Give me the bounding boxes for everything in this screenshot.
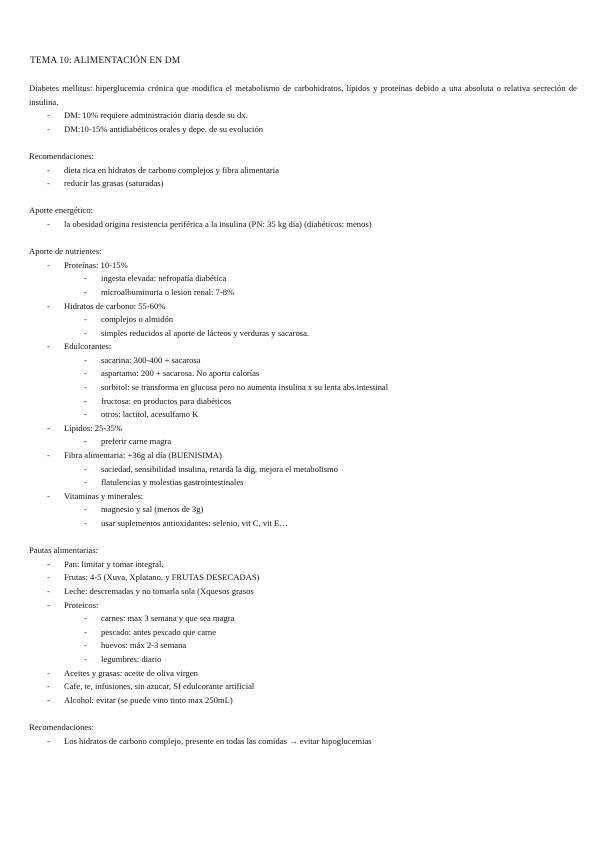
- list-item-text: Pan: limitar y tomar integral.: [64, 558, 164, 569]
- intro-paragraph: Diabetes mellitus: hiperglucemia crónica que modifica el metabolismo de carbohidratos, lípidos y proteínas debido a una absoluta o relativa secreción de insulina.: [29, 83, 577, 107]
- sub-list-item-text: pescado: antes pescado que carne: [101, 626, 217, 637]
- bullet-dash: -: [84, 273, 87, 284]
- section-heading-pautas: Pautas alimentarias:: [29, 545, 98, 556]
- bullet-dash: -: [47, 585, 50, 596]
- bullet-dash: -: [84, 382, 87, 393]
- list-item: [29, 571, 577, 585]
- section-heading-recomendaciones: Recomendaciones:: [29, 150, 94, 161]
- sub-list-item: [29, 367, 577, 381]
- sub-list-item: [29, 286, 577, 300]
- list-item-text: reducir las grasas (saturadas): [64, 178, 164, 189]
- list-item-text: Proteicos:: [64, 599, 99, 610]
- sub-list-item: [29, 653, 577, 667]
- bullet-dash: -: [47, 259, 50, 270]
- sub-list-item-text: saciedad, sensibilidad insulina, retarda la dig, mejora el metabolismo: [101, 463, 338, 474]
- sub-list-item: [29, 612, 577, 626]
- list-item-text: Lípidos: 25-35%: [64, 422, 123, 433]
- bullet-dash: -: [84, 354, 87, 365]
- sub-list-item-text: huevos: máx 2-3 semana: [101, 640, 187, 651]
- list-item-text: dieta rica en hidratos de carbono complejos y fibra alimentaria: [64, 164, 279, 175]
- sub-list-item-text: magnesio y sal (menos de 3g): [101, 504, 204, 515]
- bullet-dash: -: [84, 314, 87, 325]
- list-item: [29, 259, 577, 273]
- bullet-dash: -: [47, 599, 50, 610]
- bullet-dash: -: [47, 123, 50, 134]
- bullet-dash: -: [47, 558, 50, 569]
- sub-list-item-text: flatulencias y molestias gastrointestinales: [101, 477, 244, 488]
- sub-list-item-text: sacarina: 300-400 + sacarosa: [101, 354, 201, 365]
- bullet-dash: -: [47, 422, 50, 433]
- list-item: [29, 449, 577, 463]
- sub-list-item-text: complejos o almidón: [101, 314, 174, 325]
- bullet-dash: -: [47, 341, 50, 352]
- bullet-dash: -: [47, 164, 50, 175]
- sub-list-item-text: otros: lactitol, acesulfamo K: [101, 409, 199, 420]
- list-item: [29, 177, 577, 191]
- sub-list-item: [29, 381, 577, 395]
- list-item: [29, 109, 577, 123]
- list-item-text: Fibra alimentaria: +36g al día (BUENISIMA): [64, 450, 222, 461]
- list-item: [29, 422, 577, 436]
- bullet-dash: -: [84, 518, 87, 528]
- list-item-text: DM: 10% requiere administración diaria desde su dx.: [64, 110, 248, 121]
- bullet-dash: -: [84, 327, 87, 338]
- list-item: [29, 218, 577, 232]
- list-item: [29, 123, 577, 137]
- bullet-dash: -: [47, 681, 50, 692]
- list-item: [29, 599, 577, 613]
- sub-list-item-text: legumbres: diario: [101, 653, 162, 664]
- list-item: [29, 667, 577, 681]
- sub-list-item: [29, 327, 577, 341]
- sub-list-item: [29, 626, 577, 640]
- sub-list-item: [29, 272, 577, 286]
- sub-list-item-text: sorbitol: se transforma en glucosa pero no aumenta insulina x su lenta abs.intestinal: [101, 382, 389, 393]
- sub-list-item-text: aspartamo: 200 + sacarosa. No aporta calorías: [101, 368, 260, 379]
- sub-list-item: [29, 463, 577, 477]
- document-body: [29, 82, 577, 748]
- bullet-dash: -: [84, 626, 87, 637]
- sub-list-item-text: ingesta elevada: nefropatía diabética: [101, 273, 227, 284]
- list-item: [29, 490, 577, 504]
- bullet-dash: -: [47, 450, 50, 461]
- list-item-text: la obesidad origina resistencia periférica a la insulina (PN: 35 kg día) (diabéticos: menos): [64, 218, 372, 229]
- list-item-text: Los hidratos de carbono complejo, presente en todas las comidas → evitar hipoglucemias: [64, 735, 372, 746]
- list-item-text: DM:10-15% antidiabéticos orales y depe. de su evolución: [64, 123, 264, 134]
- bullet-dash: -: [47, 218, 50, 229]
- list-item: [29, 585, 577, 599]
- list-item: [29, 164, 577, 178]
- bullet-dash: -: [47, 490, 50, 501]
- bullet-dash: -: [84, 286, 87, 297]
- bullet-dash: -: [47, 572, 50, 583]
- list-item: [29, 680, 577, 694]
- bullet-dash: -: [84, 436, 87, 447]
- sub-list-item: [29, 435, 577, 449]
- list-item: [29, 340, 577, 354]
- sub-list-item: [29, 408, 577, 422]
- list-item-text: Vitaminas y minerales:: [64, 490, 144, 501]
- list-item-text: Proteínas: 10-15%: [64, 259, 128, 270]
- sub-list-item: [29, 639, 577, 653]
- list-item: [29, 694, 577, 708]
- bullet-dash: -: [84, 463, 87, 474]
- list-item: [29, 300, 577, 314]
- list-item-text: Edulcorantes:: [64, 341, 112, 352]
- bullet-dash: -: [47, 110, 50, 121]
- sub-list-item-text: fructosa: en productos para diabéticos: [101, 395, 232, 406]
- sub-list-item: [29, 313, 577, 327]
- list-item-text: Cafe, te, infusiones, sin azucar, SI edulcorante artificial: [64, 681, 255, 692]
- sub-list-item-text: microalbuminuria o lesion renal: 7-8%: [101, 286, 235, 297]
- page-title: TEMA 10: ALIMENTACIÓN EN DM: [30, 56, 181, 66]
- sub-list-item-text: usar suplementos antioxidantes: selenio, vit C, vit E…: [101, 518, 288, 528]
- sub-list-item: [29, 503, 577, 517]
- bullet-dash: -: [84, 640, 87, 651]
- list-item-text: Leche: descremadas y no tomarla sola (Xquesos grasos: [64, 585, 254, 596]
- section-heading-aporte-nutrientes: Aporte de nutrientes:: [29, 246, 102, 257]
- bullet-dash: -: [84, 653, 87, 664]
- list-item-text: Alcohol: evitar (se puede vino tinto max 250mL): [64, 694, 233, 705]
- sub-list-item-text: carnes: max 3 semana y que sea magra: [101, 613, 235, 624]
- list-item: [29, 735, 577, 749]
- section-heading-aporte-energetico: Aporte energético:: [29, 205, 94, 216]
- bullet-dash: -: [47, 735, 50, 746]
- bullet-dash: -: [84, 504, 87, 515]
- bullet-dash: -: [47, 694, 50, 705]
- bullet-dash: -: [84, 409, 87, 420]
- list-item-text: Frutas: 4-5 (Xuva, Xplatano, y FRUTAS DESECADAS): [64, 572, 260, 583]
- bullet-dash: -: [47, 178, 50, 189]
- list-item: [29, 558, 577, 572]
- sub-list-item: [29, 517, 577, 531]
- sub-list-item-text: preferir carne magra: [101, 436, 172, 447]
- bullet-dash: -: [84, 395, 87, 406]
- bullet-dash: -: [84, 368, 87, 379]
- bullet-dash: -: [47, 667, 50, 678]
- bullet-dash: -: [84, 613, 87, 624]
- section-heading-recomendaciones-final: Recomendaciones:: [29, 721, 94, 732]
- sub-list-item: [29, 354, 577, 368]
- bullet-dash: -: [47, 300, 50, 311]
- sub-list-item-text: simples reducidos al aporte de lácteos y verduras y sacarosa.: [101, 327, 310, 338]
- list-item-text: Aceites y grasas: aceite de oliva virgen: [64, 667, 198, 678]
- list-item-text: Hidratos de carbono: 55-60%: [64, 300, 166, 311]
- bullet-dash: -: [84, 477, 87, 488]
- sub-list-item: [29, 395, 577, 409]
- sub-list-item: [29, 476, 577, 490]
